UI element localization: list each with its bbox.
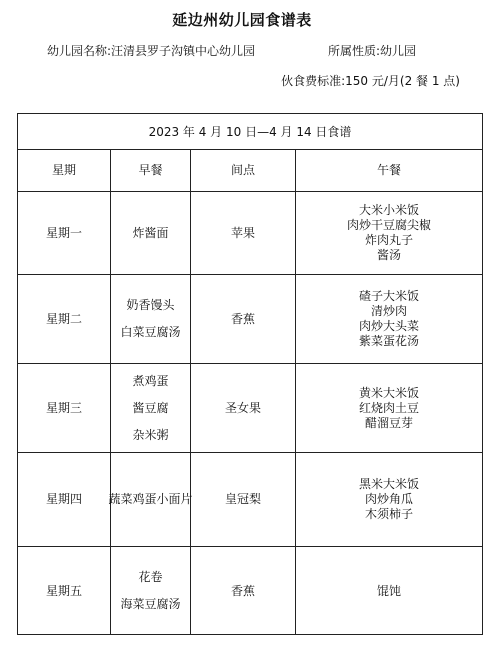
lunch-item: 黑米大米饭 <box>358 477 419 491</box>
breakfast-item: 炸酱面 <box>132 225 169 240</box>
date-range-header: 2023 年 4 月 10 日—4 月 14 日食谱 <box>18 114 482 150</box>
weekday-cell: 星期一 <box>18 192 111 274</box>
lunch-item: 紫菜蛋花汤 <box>358 334 419 348</box>
weekday-cell: 星期五 <box>18 547 111 635</box>
header-row <box>18 150 482 192</box>
breakfast-cell <box>111 364 191 452</box>
weekday-cell: 星期四 <box>18 453 111 546</box>
header-snack: 间点 <box>191 150 296 191</box>
lunch-cell <box>296 547 482 635</box>
menu-grid <box>18 150 482 635</box>
lunch-item: 炸肉丸子 <box>364 233 413 247</box>
lunch-item: 黄米大米饭 <box>358 385 419 400</box>
lunch-item: 醋溜豆芽 <box>364 415 413 430</box>
breakfast-item: 杂米粥 <box>132 427 169 442</box>
lunch-item: 酱汤 <box>376 248 401 262</box>
snack-cell: 香蕉 <box>191 547 296 635</box>
lunch-item: 清炒肉 <box>370 304 407 318</box>
lunch-cell <box>296 192 482 274</box>
breakfast-item: 酱豆腐 <box>132 400 169 415</box>
lunch-item: 木须柿子 <box>364 507 413 521</box>
table-row-friday <box>18 547 482 635</box>
breakfast-cell <box>111 192 191 274</box>
snack-cell: 苹果 <box>191 192 296 274</box>
header-breakfast: 早餐 <box>111 150 191 191</box>
menu-table <box>17 113 483 635</box>
breakfast-cell <box>108 453 193 546</box>
lunch-cell <box>296 453 482 546</box>
kindergarten-name: 幼儿园名称:汪清县罗子沟镇中心幼儿园 <box>47 44 256 58</box>
breakfast-item: 煮鸡蛋 <box>132 373 169 388</box>
header-weekday: 星期 <box>18 150 111 191</box>
breakfast-item: 海菜豆腐汤 <box>120 597 181 611</box>
table-row-thursday <box>18 453 482 547</box>
lunch-item: 碴子大米饭 <box>358 289 419 303</box>
snack-cell: 圣女果 <box>191 364 296 452</box>
breakfast-item: 奶香馒头 <box>126 298 175 312</box>
lunch-cell <box>296 275 482 363</box>
lunch-cell <box>296 364 482 452</box>
fee-standard: 伙食费标准:150 元/月(2 餐 1 点) <box>281 74 460 88</box>
breakfast-item: 白菜豆腐汤 <box>120 325 181 339</box>
breakfast-cell <box>111 275 191 363</box>
kindergarten-nature: 所属性质:幼儿园 <box>328 44 417 58</box>
page-title: 延边州幼儿园食谱表 <box>172 11 312 29</box>
snack-cell: 皇冠梨 <box>191 453 296 546</box>
breakfast-item: 蔬菜鸡蛋小面片 <box>108 492 193 506</box>
header-lunch: 午餐 <box>376 163 401 177</box>
lunch-item: 肉炒角瓜 <box>364 492 413 506</box>
weekday-cell: 星期三 <box>18 364 111 452</box>
lunch-item: 红烧肉土豆 <box>358 400 419 415</box>
lunch-item: 肉炒大头菜 <box>358 319 419 333</box>
lunch-item: 肉炒干豆腐尖椒 <box>346 218 431 232</box>
breakfast-cell <box>111 547 191 635</box>
lunch-item: 大米小米饭 <box>358 203 419 217</box>
snack-cell: 香蕉 <box>191 275 296 363</box>
table-row-wednesday <box>18 364 482 453</box>
lunch-item: 馄饨 <box>376 583 401 598</box>
table-row-monday <box>18 192 482 275</box>
breakfast-item: 花卷 <box>138 570 163 584</box>
weekday-cell: 星期二 <box>18 275 111 363</box>
table-row-tuesday <box>18 275 482 364</box>
